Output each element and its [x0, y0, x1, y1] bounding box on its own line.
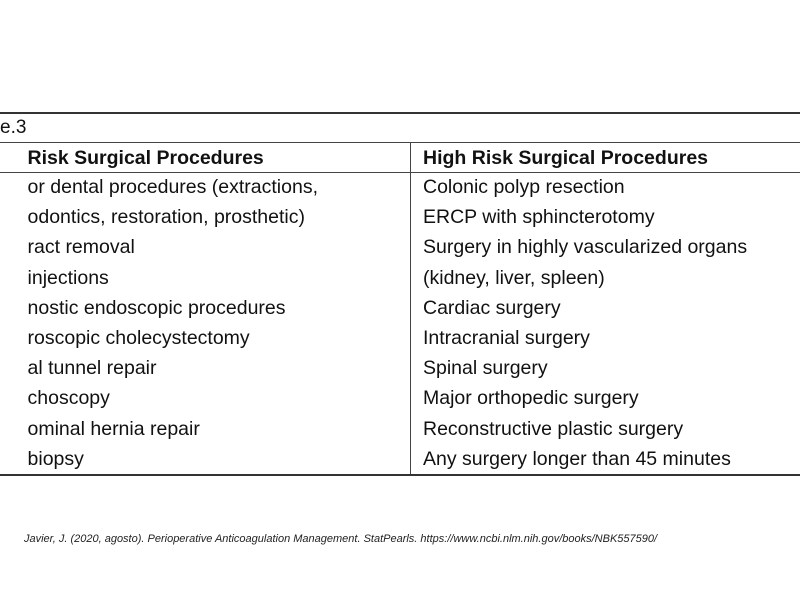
- high-risk-row: Major orthopedic surgery: [423, 387, 639, 410]
- high-risk-list: [423, 172, 747, 474]
- high-risk-row: Reconstructive plastic surgery: [423, 417, 684, 440]
- low-risk-row: roscopic cholecystectomy: [27, 326, 250, 349]
- low-risk-list: [28, 172, 318, 474]
- low-risk-row: odontics, restoration, prosthetic): [27, 206, 305, 229]
- high-risk-header: High Risk Surgical Procedures: [423, 147, 709, 169]
- low-risk-row: al tunnel repair: [27, 357, 157, 380]
- high-risk-row: Any surgery longer than 45 minutes: [423, 447, 731, 470]
- surgical-risk-table: [0, 112, 800, 478]
- high-risk-column: [411, 143, 800, 474]
- low-risk-row: ominal hernia repair: [27, 417, 200, 440]
- low-risk-row: injections: [27, 266, 109, 289]
- high-risk-row: Surgery in highly vascularized organs: [423, 236, 748, 259]
- high-risk-row: Spinal surgery: [423, 357, 548, 380]
- low-risk-row: choscopy: [27, 387, 110, 410]
- high-risk-row: ERCP with sphincterotomy: [423, 206, 655, 229]
- low-risk-row: biopsy: [27, 447, 84, 470]
- table-bottom-rule: [0, 474, 800, 476]
- low-risk-header: Risk Surgical Procedures: [27, 147, 264, 169]
- low-risk-row: nostic endoscopic procedures: [27, 296, 286, 319]
- high-risk-row: (kidney, liver, spleen): [423, 266, 605, 289]
- high-risk-row: Cardiac surgery: [423, 296, 561, 319]
- citation-text: Javier, J. (2020, agosto). Perioperative Anticoagulation Management. StatPearls. https://www.ncbi.nlm.nih.gov/books/NBK557590/: [24, 533, 658, 545]
- low-risk-row: or dental procedures (extractions,: [27, 176, 318, 198]
- table-caption: e.3: [0, 117, 27, 138]
- table-top-rule: [0, 112, 800, 114]
- low-risk-column: [0, 143, 410, 474]
- high-risk-row: Colonic polyp resection: [423, 176, 625, 198]
- high-risk-row: Intracranial surgery: [423, 326, 590, 349]
- low-risk-row: ract removal: [27, 236, 135, 259]
